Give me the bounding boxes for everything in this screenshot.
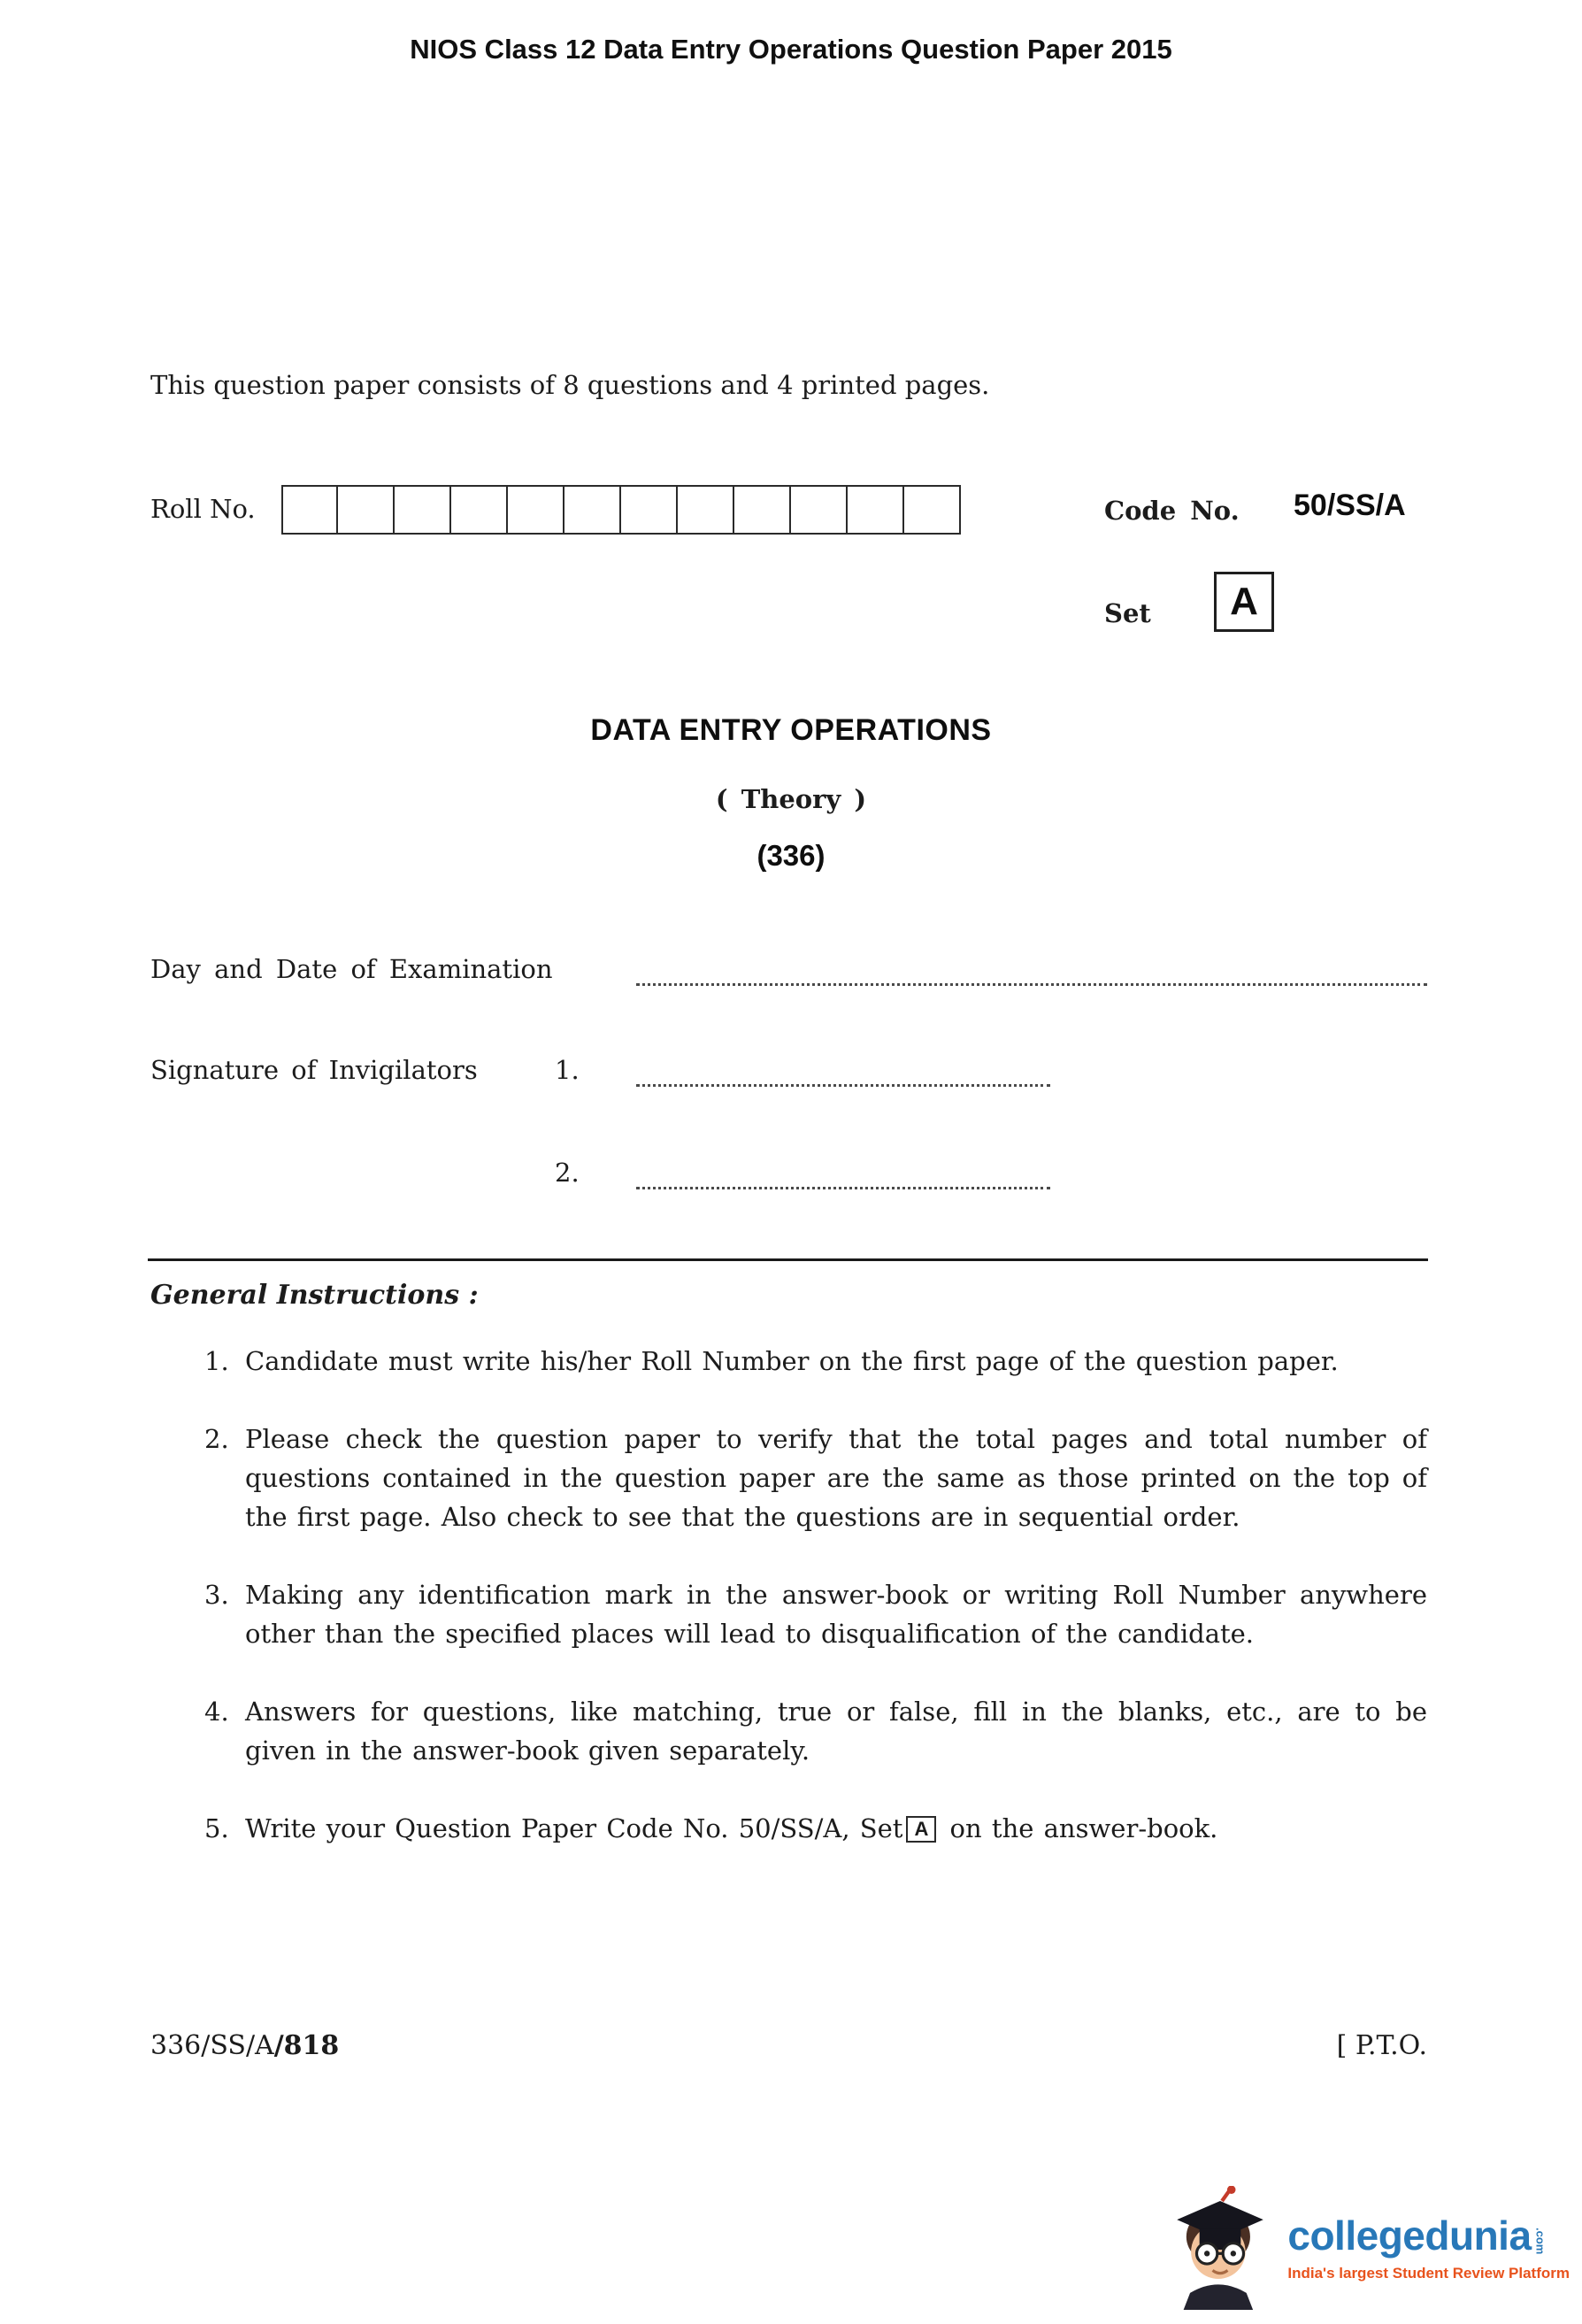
signature-number-2: 2. xyxy=(555,1158,580,1188)
roll-no-cell xyxy=(848,485,904,535)
instruction-item xyxy=(204,1420,1427,1536)
roll-no-cell xyxy=(338,485,395,535)
general-instructions-heading: General Instructions : xyxy=(150,1280,479,1311)
instruction-number: 4. xyxy=(204,1697,229,1727)
set-value-box: A xyxy=(1214,572,1274,632)
inline-set-a-box: A xyxy=(906,1816,936,1843)
instruction-text: Answers for questions, like matching, true or false, fill in the blanks, etc., are to be given in the answer-book given separately. xyxy=(245,1697,1427,1766)
signature-dotted-line-1 xyxy=(636,1055,1050,1087)
instruction-number: 2. xyxy=(204,1424,229,1454)
collegedunia-logo xyxy=(1163,2186,1570,2313)
day-date-dotted-line xyxy=(636,954,1427,986)
signature-number-1: 1. xyxy=(555,1055,580,1085)
logo-brand-text: collegedunia xyxy=(1287,2212,1532,2259)
instruction5-pre: Write your Question Paper Code No. 50/SS/A, Set xyxy=(245,1813,903,1843)
footer-paper-code xyxy=(150,2030,339,2061)
page-title: NIOS Class 12 Data Entry Operations Question Paper 2015 xyxy=(410,34,1172,65)
paper-code: (336) xyxy=(756,839,826,872)
roll-no-cell xyxy=(281,485,338,535)
paper-title: DATA ENTRY OPERATIONS xyxy=(590,713,992,747)
day-date-label: Day and Date of Examination xyxy=(150,954,553,984)
instruction-item xyxy=(204,1575,1427,1653)
logo-text-block xyxy=(1287,2212,1570,2288)
roll-no-cell xyxy=(621,485,678,535)
roll-no-cell xyxy=(791,485,848,535)
instruction-number: 1. xyxy=(204,1346,229,1376)
instruction-text: Please check the question paper to verify that the total pages and total number of questions contained in the question paper are the same as those printed on the top of the first page. Also check to see that the questions are in sequential order. xyxy=(245,1424,1427,1532)
instruction-number: 3. xyxy=(204,1580,229,1610)
footer-code-bold: /818 xyxy=(273,2030,340,2061)
instruction-item xyxy=(204,1692,1427,1770)
roll-no-cell xyxy=(678,485,734,535)
paper-subtitle: ( Theory ) xyxy=(715,784,867,814)
roll-no-cell xyxy=(734,485,791,535)
signature-label: Signature of Invigilators xyxy=(150,1055,478,1085)
code-no-label: Code No. xyxy=(1104,496,1240,526)
footer-code-regular: 336/SS/A xyxy=(150,2030,274,2061)
roll-no-cell xyxy=(395,485,451,535)
roll-no-label: Roll No. xyxy=(150,494,256,524)
set-label: Set xyxy=(1104,598,1151,628)
instruction5-post: on the answer-book. xyxy=(940,1813,1218,1843)
footer-pto: [ P.T.O. xyxy=(1336,2030,1427,2061)
signature-dotted-line-2 xyxy=(636,1158,1050,1189)
instruction-item xyxy=(204,1809,1427,1848)
intro-line: This question paper consists of 8 questions and 4 printed pages. xyxy=(150,370,990,400)
roll-no-cell xyxy=(451,485,508,535)
instructions-list xyxy=(204,1342,1427,1887)
logo-tagline: India's largest Student Review Platform xyxy=(1287,2265,1570,2282)
roll-no-cell xyxy=(508,485,564,535)
instruction-text: Making any identification mark in the answer-book or writing Roll Number anywhere other than the specified places will lead to disqualification of the candidate. xyxy=(245,1580,1427,1649)
instruction-text xyxy=(245,1809,1427,1848)
code-no-value: 50/SS/A xyxy=(1294,489,1406,522)
logo-tld-text: .com xyxy=(1533,2227,1547,2254)
roll-no-grid xyxy=(281,485,961,535)
instruction-number: 5. xyxy=(204,1813,229,1843)
roll-no-cell xyxy=(564,485,621,535)
instruction-item xyxy=(204,1342,1427,1381)
instruction-text: Candidate must write his/her Roll Number on the first page of the question paper. xyxy=(245,1346,1339,1376)
horizontal-divider xyxy=(148,1258,1428,1261)
roll-no-cell xyxy=(904,485,961,535)
collegedunia-mascot-icon xyxy=(1163,2186,1277,2313)
